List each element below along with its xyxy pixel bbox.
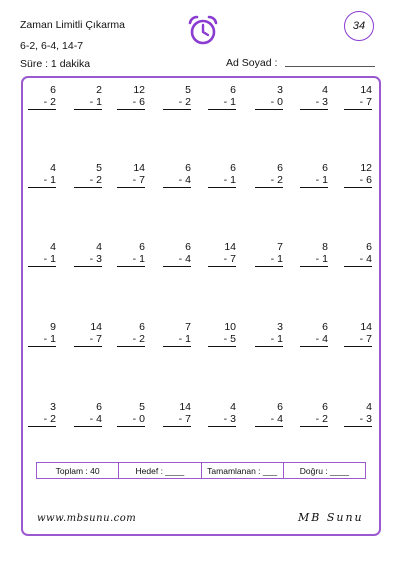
minuend: 6: [139, 241, 145, 253]
subtraction-problem: [117, 401, 145, 427]
subtrahend-row: [255, 96, 283, 108]
subtrahend: 1: [322, 253, 328, 265]
minus-sign: -: [359, 174, 364, 186]
subtraction-problem: [255, 241, 283, 267]
subtraction-problem: [74, 241, 102, 267]
answer-line[interactable]: [208, 109, 236, 110]
total-cell: Toplam : 40: [37, 463, 119, 478]
answer-line[interactable]: [344, 426, 372, 427]
minuend: 8: [322, 241, 328, 253]
answer-line[interactable]: [163, 346, 191, 347]
answer-line[interactable]: [255, 426, 283, 427]
subtraction-problem: [28, 401, 56, 427]
subtrahend: 4: [185, 174, 191, 186]
subtraction-problem: [28, 241, 56, 267]
answer-line[interactable]: [255, 266, 283, 267]
subtrahend: 4: [185, 253, 191, 265]
subtrahend-row: [300, 333, 328, 345]
subtrahend-row: [74, 413, 102, 425]
minus-sign: -: [89, 96, 94, 108]
minus-sign: -: [270, 253, 275, 265]
subtraction-problem: [117, 84, 145, 110]
subtrahend-row: [117, 413, 145, 425]
minus-sign: -: [359, 413, 364, 425]
subtrahend: 7: [96, 333, 102, 345]
subtrahend-row: [255, 413, 283, 425]
subtrahend-row: [344, 413, 372, 425]
subtrahend: 1: [277, 253, 283, 265]
subtraction-problem: [74, 84, 102, 110]
minus-sign: -: [315, 253, 320, 265]
answer-line[interactable]: [28, 109, 56, 110]
minus-sign: -: [223, 333, 228, 345]
subtrahend-row: [300, 253, 328, 265]
subtrahend-row: [117, 96, 145, 108]
answer-line[interactable]: [344, 187, 372, 188]
subtraction-problem: [208, 321, 236, 347]
answer-line[interactable]: [344, 346, 372, 347]
subtrahend: 1: [139, 253, 145, 265]
minus-sign: -: [270, 174, 275, 186]
subtrahend-row: [208, 253, 236, 265]
subtrahend: 2: [50, 413, 56, 425]
subtrahend: 1: [96, 96, 102, 108]
answer-line[interactable]: [163, 266, 191, 267]
minus-sign: -: [315, 174, 320, 186]
subtrahend-row: [255, 333, 283, 345]
minuend: 5: [139, 401, 145, 413]
answer-line[interactable]: [74, 346, 102, 347]
subtrahend-row: [117, 253, 145, 265]
subtrahend-row: [344, 253, 372, 265]
minus-sign: -: [270, 96, 275, 108]
minuend: 14: [90, 321, 102, 333]
subtraction-problem: [163, 401, 191, 427]
subtrahend-row: [28, 174, 56, 186]
minus-sign: -: [89, 253, 94, 265]
subtrahend-row: [74, 96, 102, 108]
minuend: 4: [322, 84, 328, 96]
minuend: 6: [366, 241, 372, 253]
answer-line[interactable]: [208, 346, 236, 347]
subtraction-problem: [208, 401, 236, 427]
subtrahend-row: [163, 333, 191, 345]
subtraction-problem: [117, 162, 145, 188]
answer-line[interactable]: [163, 426, 191, 427]
minuend: 4: [230, 401, 236, 413]
minuend: 3: [277, 84, 283, 96]
subtrahend-row: [344, 333, 372, 345]
subtraction-problem: [255, 84, 283, 110]
subtrahend-row: [208, 174, 236, 186]
minus-sign: -: [89, 333, 94, 345]
answer-line[interactable]: [117, 187, 145, 188]
minus-sign: -: [43, 96, 48, 108]
subtrahend-row: [208, 333, 236, 345]
alarm-clock-icon: [185, 12, 221, 48]
answer-line[interactable]: [344, 109, 372, 110]
minus-sign: -: [132, 333, 137, 345]
answer-line[interactable]: [208, 266, 236, 267]
subtrahend: 3: [322, 96, 328, 108]
minuend: 14: [360, 84, 372, 96]
minus-sign: -: [132, 253, 137, 265]
minuend: 14: [224, 241, 236, 253]
subtraction-problem: [74, 162, 102, 188]
minus-sign: -: [178, 174, 183, 186]
answer-line[interactable]: [74, 187, 102, 188]
subtrahend-row: [208, 413, 236, 425]
subtrahend-row: [163, 413, 191, 425]
subtrahend: 5: [230, 333, 236, 345]
website-text: www.mbsunu.com: [37, 513, 137, 524]
subtrahend-row: [163, 253, 191, 265]
subtrahend-row: [300, 174, 328, 186]
summary-table: [36, 462, 366, 479]
minuend: 5: [185, 84, 191, 96]
worksheet-subtitle: 6-2, 6-4, 14-7: [20, 40, 84, 52]
subtrahend-row: [344, 96, 372, 108]
minuend: 6: [185, 241, 191, 253]
subtrahend-row: [74, 174, 102, 186]
subtrahend-row: [28, 96, 56, 108]
answer-line[interactable]: [300, 346, 328, 347]
subtraction-problem: [163, 162, 191, 188]
subtraction-problem: [255, 321, 283, 347]
subtraction-problem: [28, 162, 56, 188]
page-number-badge: 34: [344, 11, 374, 41]
subtrahend: 6: [139, 96, 145, 108]
name-label: Ad Soyad :: [226, 57, 278, 69]
subtrahend: 2: [96, 174, 102, 186]
name-field-line[interactable]: [285, 66, 375, 67]
minuend: 4: [96, 241, 102, 253]
time-limit: Süre : 1 dakika: [20, 58, 91, 70]
minuend: 6: [96, 401, 102, 413]
subtraction-problem: [300, 162, 328, 188]
answer-line[interactable]: [163, 187, 191, 188]
subtrahend: 0: [277, 96, 283, 108]
minuend: 6: [139, 321, 145, 333]
subtraction-problem: [344, 241, 372, 267]
subtrahend-row: [163, 96, 191, 108]
minuend: 6: [50, 84, 56, 96]
minuend: 5: [96, 162, 102, 174]
minus-sign: -: [43, 174, 48, 186]
correct-cell[interactable]: Doğru : ____: [299, 465, 349, 476]
subtrahend: 3: [96, 253, 102, 265]
subtraction-problem: [74, 401, 102, 427]
answer-line[interactable]: [74, 109, 102, 110]
subtrahend: 1: [230, 174, 236, 186]
answer-line[interactable]: [117, 266, 145, 267]
subtraction-problem: [163, 84, 191, 110]
answer-line[interactable]: [117, 109, 145, 110]
minus-sign: -: [132, 174, 137, 186]
minuend: 7: [277, 241, 283, 253]
minus-sign: -: [223, 96, 228, 108]
answer-line[interactable]: [208, 426, 236, 427]
subtraction-problem: [255, 162, 283, 188]
answer-line[interactable]: [28, 426, 56, 427]
minuend: 2: [96, 84, 102, 96]
subtraction-problem: [208, 162, 236, 188]
subtrahend: 4: [277, 413, 283, 425]
minus-sign: -: [178, 333, 183, 345]
minuend: 3: [50, 401, 56, 413]
subtraction-problem: [163, 241, 191, 267]
completed-cell[interactable]: Tamamlanan : ___: [202, 463, 284, 478]
minuend: 4: [50, 162, 56, 174]
minuend: 4: [366, 401, 372, 413]
subtraction-problem: [163, 321, 191, 347]
subtrahend-row: [255, 253, 283, 265]
minus-sign: -: [270, 333, 275, 345]
minus-sign: -: [223, 174, 228, 186]
brand-logo-text: MB Sunu: [298, 511, 364, 524]
minuend: 6: [322, 162, 328, 174]
target-cell[interactable]: Hedef : ____: [119, 463, 201, 478]
subtraction-problem: [28, 84, 56, 110]
subtrahend-row: [300, 96, 328, 108]
minuend: 6: [185, 162, 191, 174]
subtraction-problem: [344, 401, 372, 427]
subtrahend-row: [117, 333, 145, 345]
subtrahend-row: [163, 174, 191, 186]
minus-sign: -: [43, 253, 48, 265]
subtraction-problem: [117, 321, 145, 347]
minuend: 12: [133, 84, 145, 96]
subtrahend: 7: [185, 413, 191, 425]
answer-line[interactable]: [255, 346, 283, 347]
subtrahend: 7: [139, 174, 145, 186]
answer-line[interactable]: [300, 266, 328, 267]
minus-sign: -: [178, 253, 183, 265]
minus-sign: -: [359, 253, 364, 265]
subtrahend: 2: [139, 333, 145, 345]
minus-sign: -: [43, 413, 48, 425]
subtrahend: 7: [366, 96, 372, 108]
minuend: 12: [360, 162, 372, 174]
answer-line[interactable]: [117, 426, 145, 427]
subtrahend-row: [74, 333, 102, 345]
subtrahend: 4: [96, 413, 102, 425]
subtraction-problem: [255, 401, 283, 427]
subtrahend: 7: [366, 333, 372, 345]
minus-sign: -: [178, 413, 183, 425]
minuend: 14: [360, 321, 372, 333]
minus-sign: -: [223, 413, 228, 425]
subtrahend: 1: [50, 333, 56, 345]
answer-line[interactable]: [28, 266, 56, 267]
minuend: 6: [277, 401, 283, 413]
minus-sign: -: [132, 413, 137, 425]
minus-sign: -: [89, 413, 94, 425]
subtrahend: 1: [185, 333, 191, 345]
subtrahend-row: [74, 253, 102, 265]
answer-line[interactable]: [300, 426, 328, 427]
worksheet-title: Zaman Limitli Çıkarma: [20, 19, 126, 31]
minus-sign: -: [270, 413, 275, 425]
answer-line[interactable]: [28, 346, 56, 347]
subtrahend: 3: [366, 413, 372, 425]
subtrahend: 3: [230, 413, 236, 425]
minuend: 4: [50, 241, 56, 253]
answer-line[interactable]: [344, 266, 372, 267]
minus-sign: -: [43, 333, 48, 345]
subtrahend-row: [344, 174, 372, 186]
minuend: 6: [230, 162, 236, 174]
minuend: 6: [230, 84, 236, 96]
minus-sign: -: [315, 96, 320, 108]
subtrahend: 7: [230, 253, 236, 265]
subtraction-problem: [300, 241, 328, 267]
subtraction-problem: [300, 84, 328, 110]
minuend: 14: [179, 401, 191, 413]
minuend: 3: [277, 321, 283, 333]
subtrahend: 1: [50, 174, 56, 186]
subtrahend: 4: [322, 333, 328, 345]
subtrahend: 0: [139, 413, 145, 425]
subtrahend: 1: [50, 253, 56, 265]
subtrahend: 1: [322, 174, 328, 186]
subtrahend-row: [300, 413, 328, 425]
minuend: 9: [50, 321, 56, 333]
subtraction-problem: [28, 321, 56, 347]
subtrahend: 2: [185, 96, 191, 108]
subtrahend-row: [208, 96, 236, 108]
subtrahend-row: [28, 253, 56, 265]
subtrahend: 1: [277, 333, 283, 345]
subtraction-problem: [300, 401, 328, 427]
minus-sign: -: [178, 96, 183, 108]
answer-line[interactable]: [28, 187, 56, 188]
minus-sign: -: [223, 253, 228, 265]
answer-line[interactable]: [117, 346, 145, 347]
answer-line[interactable]: [300, 109, 328, 110]
subtrahend: 2: [50, 96, 56, 108]
minus-sign: -: [315, 333, 320, 345]
answer-line[interactable]: [300, 187, 328, 188]
minus-sign: -: [315, 413, 320, 425]
answer-line[interactable]: [255, 109, 283, 110]
subtraction-problem: [74, 321, 102, 347]
subtrahend: 1: [230, 96, 236, 108]
subtrahend-row: [255, 174, 283, 186]
subtrahend-row: [28, 333, 56, 345]
minuend: 7: [185, 321, 191, 333]
minuend: 6: [322, 401, 328, 413]
minuend: 14: [133, 162, 145, 174]
minus-sign: -: [359, 96, 364, 108]
subtraction-problem: [344, 321, 372, 347]
subtraction-problem: [300, 321, 328, 347]
subtraction-problem: [344, 84, 372, 110]
minuend: 10: [224, 321, 236, 333]
subtrahend: 2: [322, 413, 328, 425]
subtraction-problem: [344, 162, 372, 188]
answer-line[interactable]: [163, 109, 191, 110]
subtrahend: 6: [366, 174, 372, 186]
answer-line[interactable]: [74, 426, 102, 427]
minuend: 6: [322, 321, 328, 333]
minuend: 6: [277, 162, 283, 174]
subtrahend-row: [28, 413, 56, 425]
answer-line[interactable]: [208, 187, 236, 188]
subtrahend: 2: [277, 174, 283, 186]
answer-line[interactable]: [255, 187, 283, 188]
minus-sign: -: [359, 333, 364, 345]
minus-sign: -: [132, 96, 137, 108]
subtraction-problem: [117, 241, 145, 267]
subtrahend: 4: [366, 253, 372, 265]
subtrahend-row: [117, 174, 145, 186]
subtraction-problem: [208, 84, 236, 110]
minus-sign: -: [89, 174, 94, 186]
subtraction-problem: [208, 241, 236, 267]
answer-line[interactable]: [74, 266, 102, 267]
